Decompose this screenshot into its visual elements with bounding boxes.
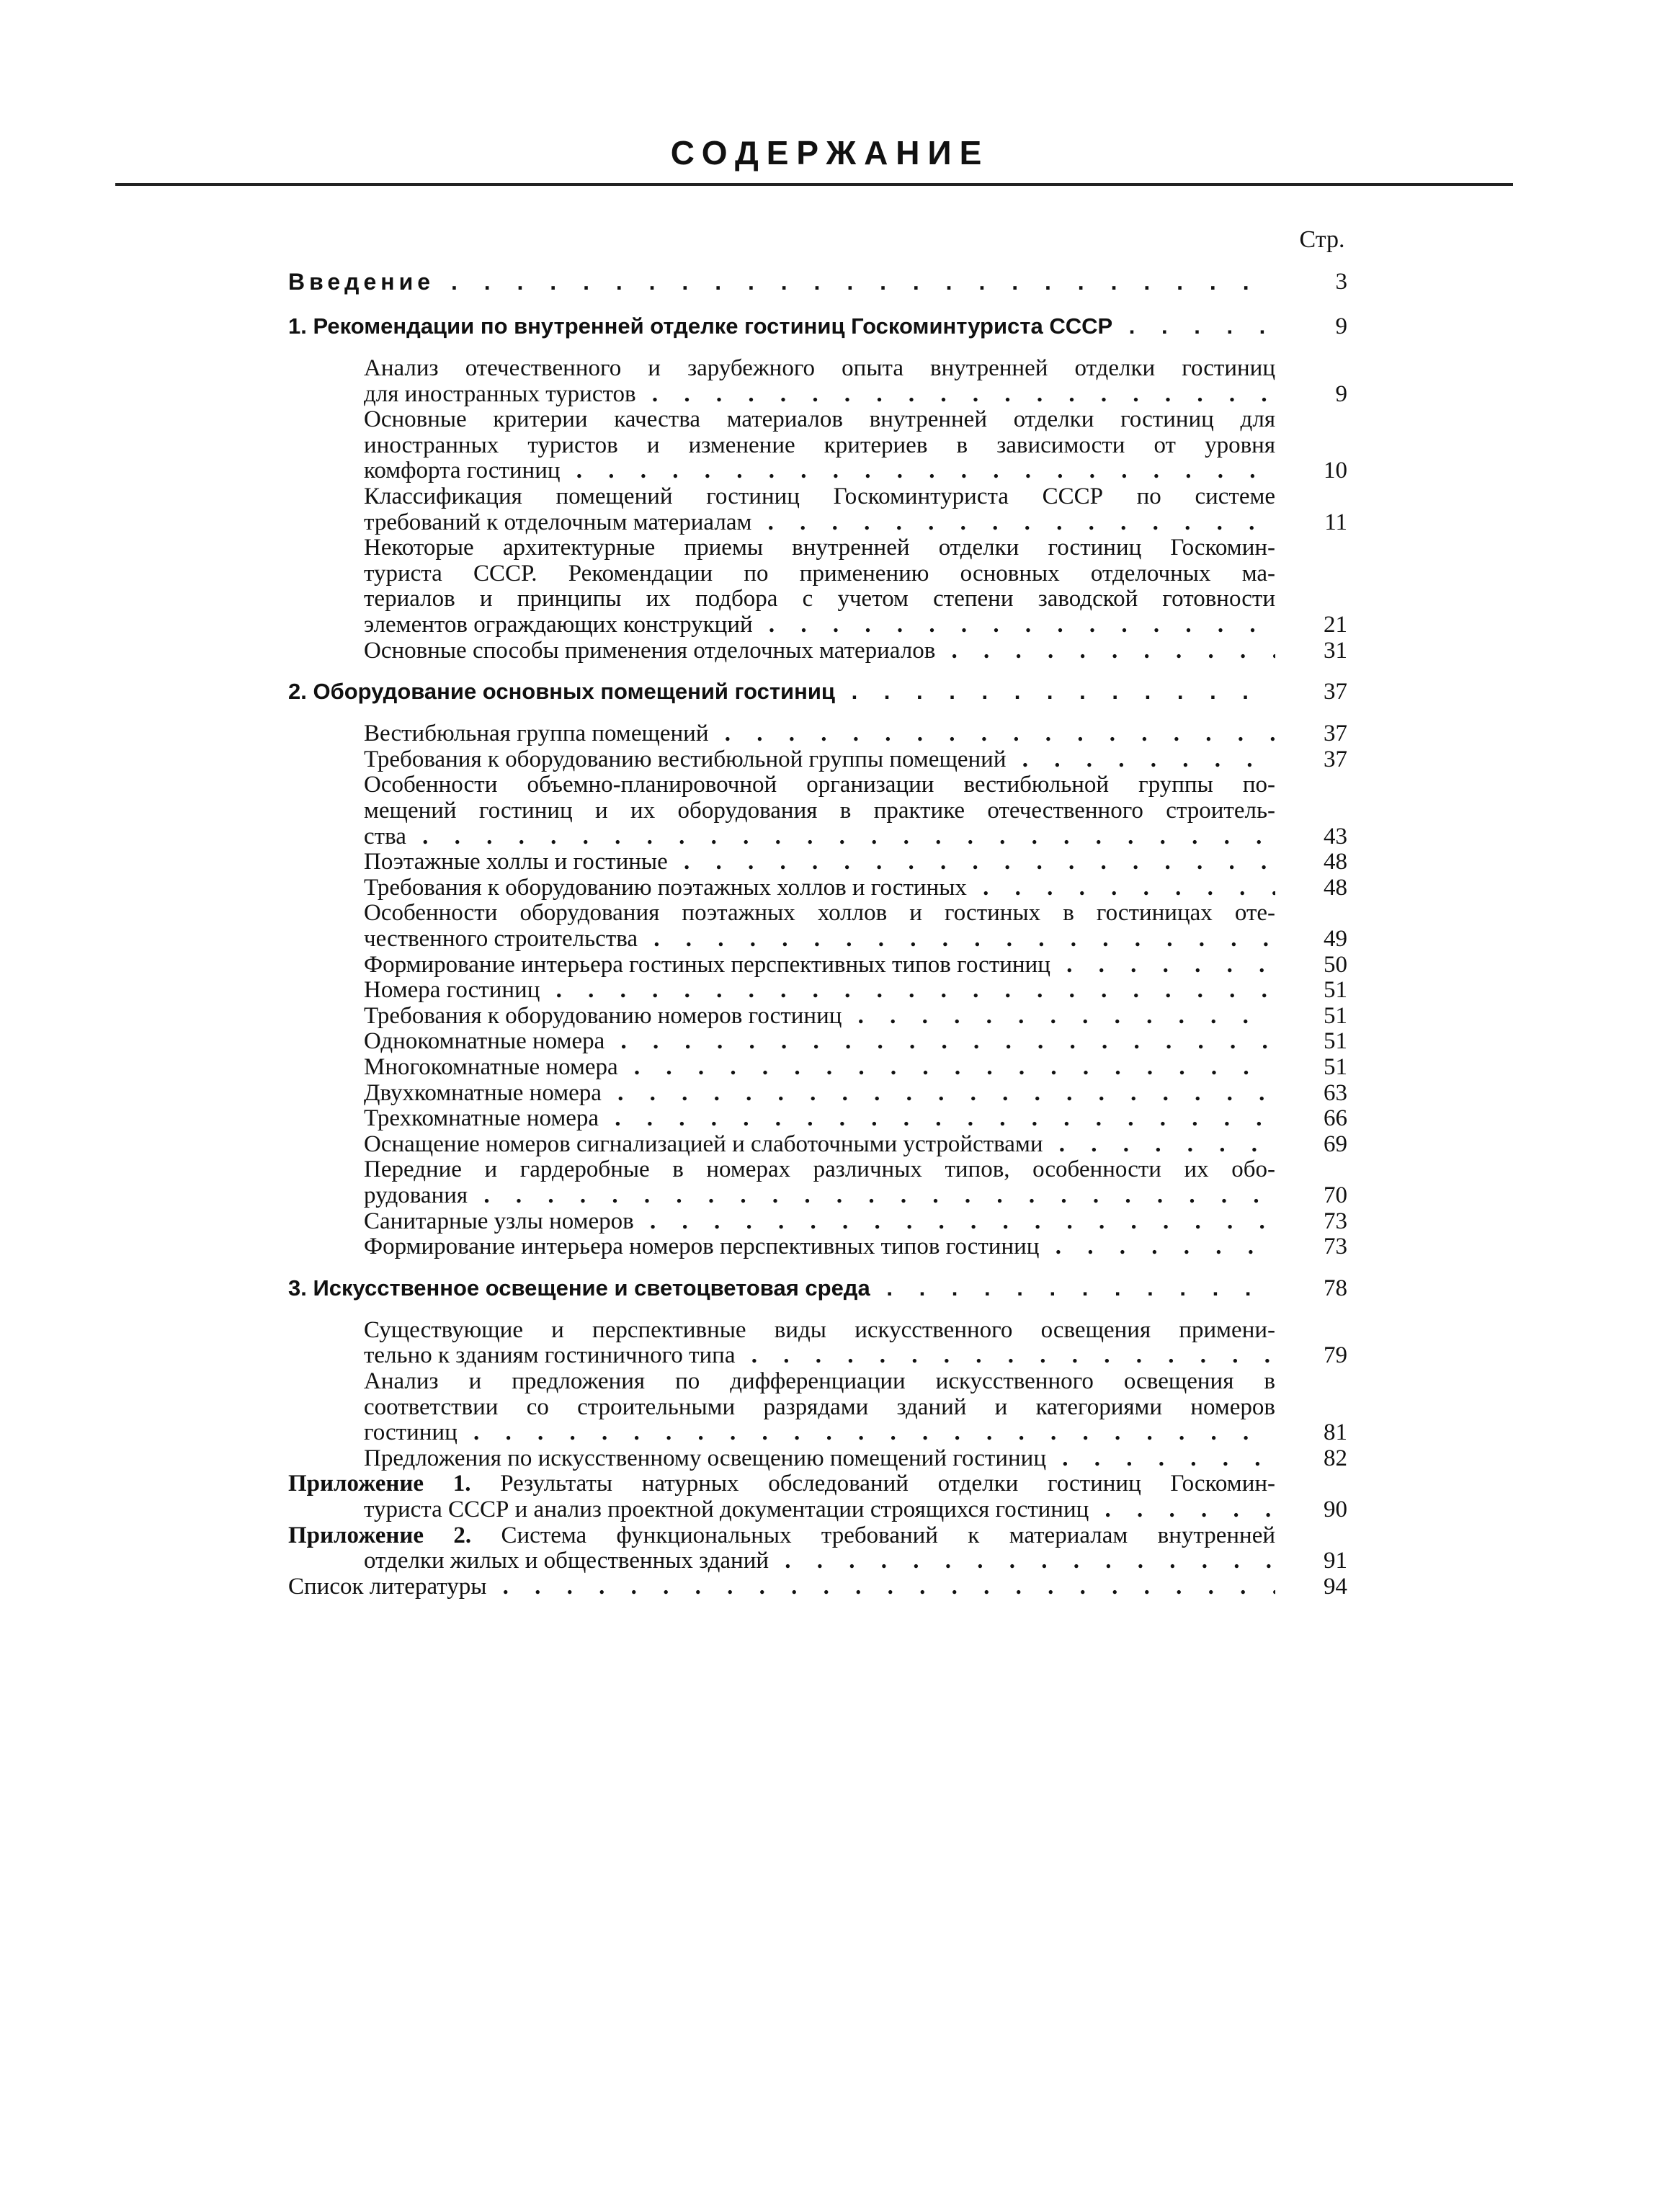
entry-page-number: 11 xyxy=(1324,509,1347,535)
section-page-number: 78 xyxy=(1324,1275,1347,1301)
toc-entry-line: Требования к оборудованию поэтажных холлов и гостиных . . . xyxy=(364,874,1275,901)
entry-page-number: 63 xyxy=(1324,1079,1347,1106)
entry-page-number: 21 xyxy=(1324,612,1347,638)
entry-page-number: 66 xyxy=(1324,1105,1347,1132)
entry-page-number: 51 xyxy=(1324,1054,1347,1080)
toc-entry-line: рудования . . . xyxy=(364,1182,1275,1209)
entry-page-number: 31 xyxy=(1324,637,1347,664)
entry-page-number: 48 xyxy=(1324,874,1347,901)
page-column-header: Стр. xyxy=(1299,226,1345,253)
toc-entry-line: требований к отделочным материалам . . . xyxy=(364,509,1275,536)
toc-entry-line: Формирование интерьера гостиных перспективных типов гостиниц . . . xyxy=(364,951,1275,978)
appendix-line: Приложение 2. Система функциональных требований к материалам внутренней xyxy=(288,1522,1275,1548)
toc-entry-line: мещений гостиниц и их оборудования в практике отечественного строитель- xyxy=(364,798,1275,824)
entry-page-number: 81 xyxy=(1324,1419,1347,1446)
entry-page-number: 73 xyxy=(1324,1234,1347,1260)
toc-entry-line: Анализ отечественного и зарубежного опыта внутренней отделки гостиниц xyxy=(364,355,1275,381)
appendix-page-number: 90 xyxy=(1324,1497,1347,1522)
section-page-number: 37 xyxy=(1324,679,1347,705)
entry-page-number: 37 xyxy=(1324,746,1347,772)
toc-entry-line: туриста СССР. Рекомендации по применению основных отделочных ма- xyxy=(364,560,1275,587)
appendix-line: Приложение 1. Результаты натурных обследований отделки гостиниц Госкомин- xyxy=(288,1471,1276,1497)
appendix-line: отделки жилых и общественных зданий . . . xyxy=(364,1547,1275,1574)
introduction-label: Введение xyxy=(288,269,435,295)
toc-entry-line: ства . . . xyxy=(364,823,1275,850)
entry-page-number: 73 xyxy=(1324,1208,1347,1234)
entry-page-number: 79 xyxy=(1324,1342,1347,1369)
entry-page-number: 10 xyxy=(1324,458,1347,484)
toc-entry-line: Особенности оборудования поэтажных холлов и гостиных в гостиницах оте- xyxy=(364,900,1275,927)
section-heading: 2. Оборудование основных помещений гостиниц . . . xyxy=(288,678,1275,705)
toc-entry-line: Вестибюльная группа помещений . . . xyxy=(364,720,1275,747)
toc-entry-line: Номера гостиниц . . . xyxy=(364,976,1275,1004)
toc-entry-line: элементов ограждающих конструкций . . . xyxy=(364,611,1275,638)
page-title: СОДЕРЖАНИЕ xyxy=(670,134,990,171)
entry-page-number: 70 xyxy=(1324,1182,1347,1208)
section-page-number: 9 xyxy=(1335,313,1347,339)
toc-references: Список литературы . . . xyxy=(288,1573,1275,1600)
toc-entry-line: тельно к зданиям гостиничного типа . . . xyxy=(364,1342,1275,1369)
toc-entry-line: Однокомнатные номера . . . xyxy=(364,1027,1275,1055)
toc-entry-line: Анализ и предложения по дифференциации искусственного освещения в xyxy=(364,1368,1275,1394)
references-page-number: 94 xyxy=(1324,1573,1347,1600)
toc-entry-line: комфорта гостиниц . . . xyxy=(364,457,1275,484)
entry-page-number: 50 xyxy=(1324,951,1347,978)
toc-entry-line: Требования к оборудованию вестибюльной группы помещений . . . xyxy=(364,746,1275,773)
toc-entry-line: Передние и гардеробные в номерах различных типов, особенности их обо- xyxy=(364,1156,1275,1183)
toc-introduction xyxy=(288,268,1275,295)
toc-entry-line: Предложения по искусственному освещению помещений гостиниц . . . xyxy=(364,1445,1275,1472)
toc-entry-line: иностранных туристов и изменение критериев в зависимости от уровня xyxy=(364,432,1275,458)
toc-entry-line: Некоторые архитектурные приемы внутренней отделки гостиниц Госкомин- xyxy=(364,535,1275,561)
toc-entry-line: Особенности объемно-планировочной организации вестибюльной группы по- xyxy=(364,772,1275,798)
toc-entry-line: для иностранных туристов . . . xyxy=(364,380,1275,408)
toc-entry-line: Требования к оборудованию номеров гостиниц . . . xyxy=(364,1002,1275,1030)
toc-entry-line: гостиниц . . . xyxy=(364,1419,1275,1446)
appendix-label: Приложение 1. xyxy=(288,1471,501,1497)
section-heading: 1. Рекомендации по внутренней отделке гостиниц Госкоминтуриста СССР . . . xyxy=(288,313,1275,340)
toc-entry-line: Классификация помещений гостиниц Госкоминтуриста СССР по системе xyxy=(364,483,1275,509)
entry-page-number: 51 xyxy=(1324,977,1347,1004)
toc-entry-line: Основные критерии качества материалов внутренней отделки гостиниц для xyxy=(364,406,1275,433)
toc-entry-line: Санитарные узлы номеров . . . xyxy=(364,1208,1275,1235)
toc-entry-line: соответствии со строительными разрядами зданий и категориями номеров xyxy=(364,1393,1275,1420)
toc-entry-line: Существующие и перспективные виды искусственного освещения примени- xyxy=(364,1316,1275,1343)
entry-page-number: 51 xyxy=(1324,1002,1347,1029)
title-rule xyxy=(115,183,1513,186)
appendix-label: Приложение 2. xyxy=(288,1522,501,1548)
entry-page-number: 9 xyxy=(1335,380,1347,407)
toc-entry-line: териалов и принципы их подбора с учетом степени заводской готовности xyxy=(364,586,1275,612)
toc-entry-line: Формирование интерьера номеров перспективных типов гостиниц . . . xyxy=(364,1233,1275,1260)
appendix-page-number: 91 xyxy=(1324,1548,1347,1574)
entry-page-number: 43 xyxy=(1324,823,1347,849)
toc-entry-line: Двухкомнатные номера . . . xyxy=(364,1079,1275,1107)
toc-entry-line: Многокомнатные номера . . . xyxy=(364,1053,1275,1081)
appendix-line: туриста СССР и анализ проектной документации строящихся гостиниц . . . xyxy=(364,1496,1275,1523)
section-heading: 3. Искусственное освещение и светоцветовая среда . . . xyxy=(288,1275,1275,1302)
toc-entry-line: чественного строительства . . . xyxy=(364,925,1275,953)
entry-page-number: 48 xyxy=(1324,849,1347,875)
toc-entry-line: Оснащение номеров сигнализацией и слаботочными устройствами . . . xyxy=(364,1130,1275,1158)
entry-page-number: 69 xyxy=(1324,1130,1347,1157)
toc-entry-line: Основные способы применения отделочных материалов . . . xyxy=(364,637,1275,664)
toc-entry-line: Трехкомнатные номера . . . xyxy=(364,1105,1275,1132)
entry-page-number: 51 xyxy=(1324,1028,1347,1055)
entry-page-number: 82 xyxy=(1324,1445,1347,1471)
toc-entry-line: Поэтажные холлы и гостиные . . . xyxy=(364,848,1275,875)
introduction-page-number: 3 xyxy=(1335,269,1347,295)
entry-page-number: 37 xyxy=(1324,721,1347,747)
entry-page-number: 49 xyxy=(1324,926,1347,952)
